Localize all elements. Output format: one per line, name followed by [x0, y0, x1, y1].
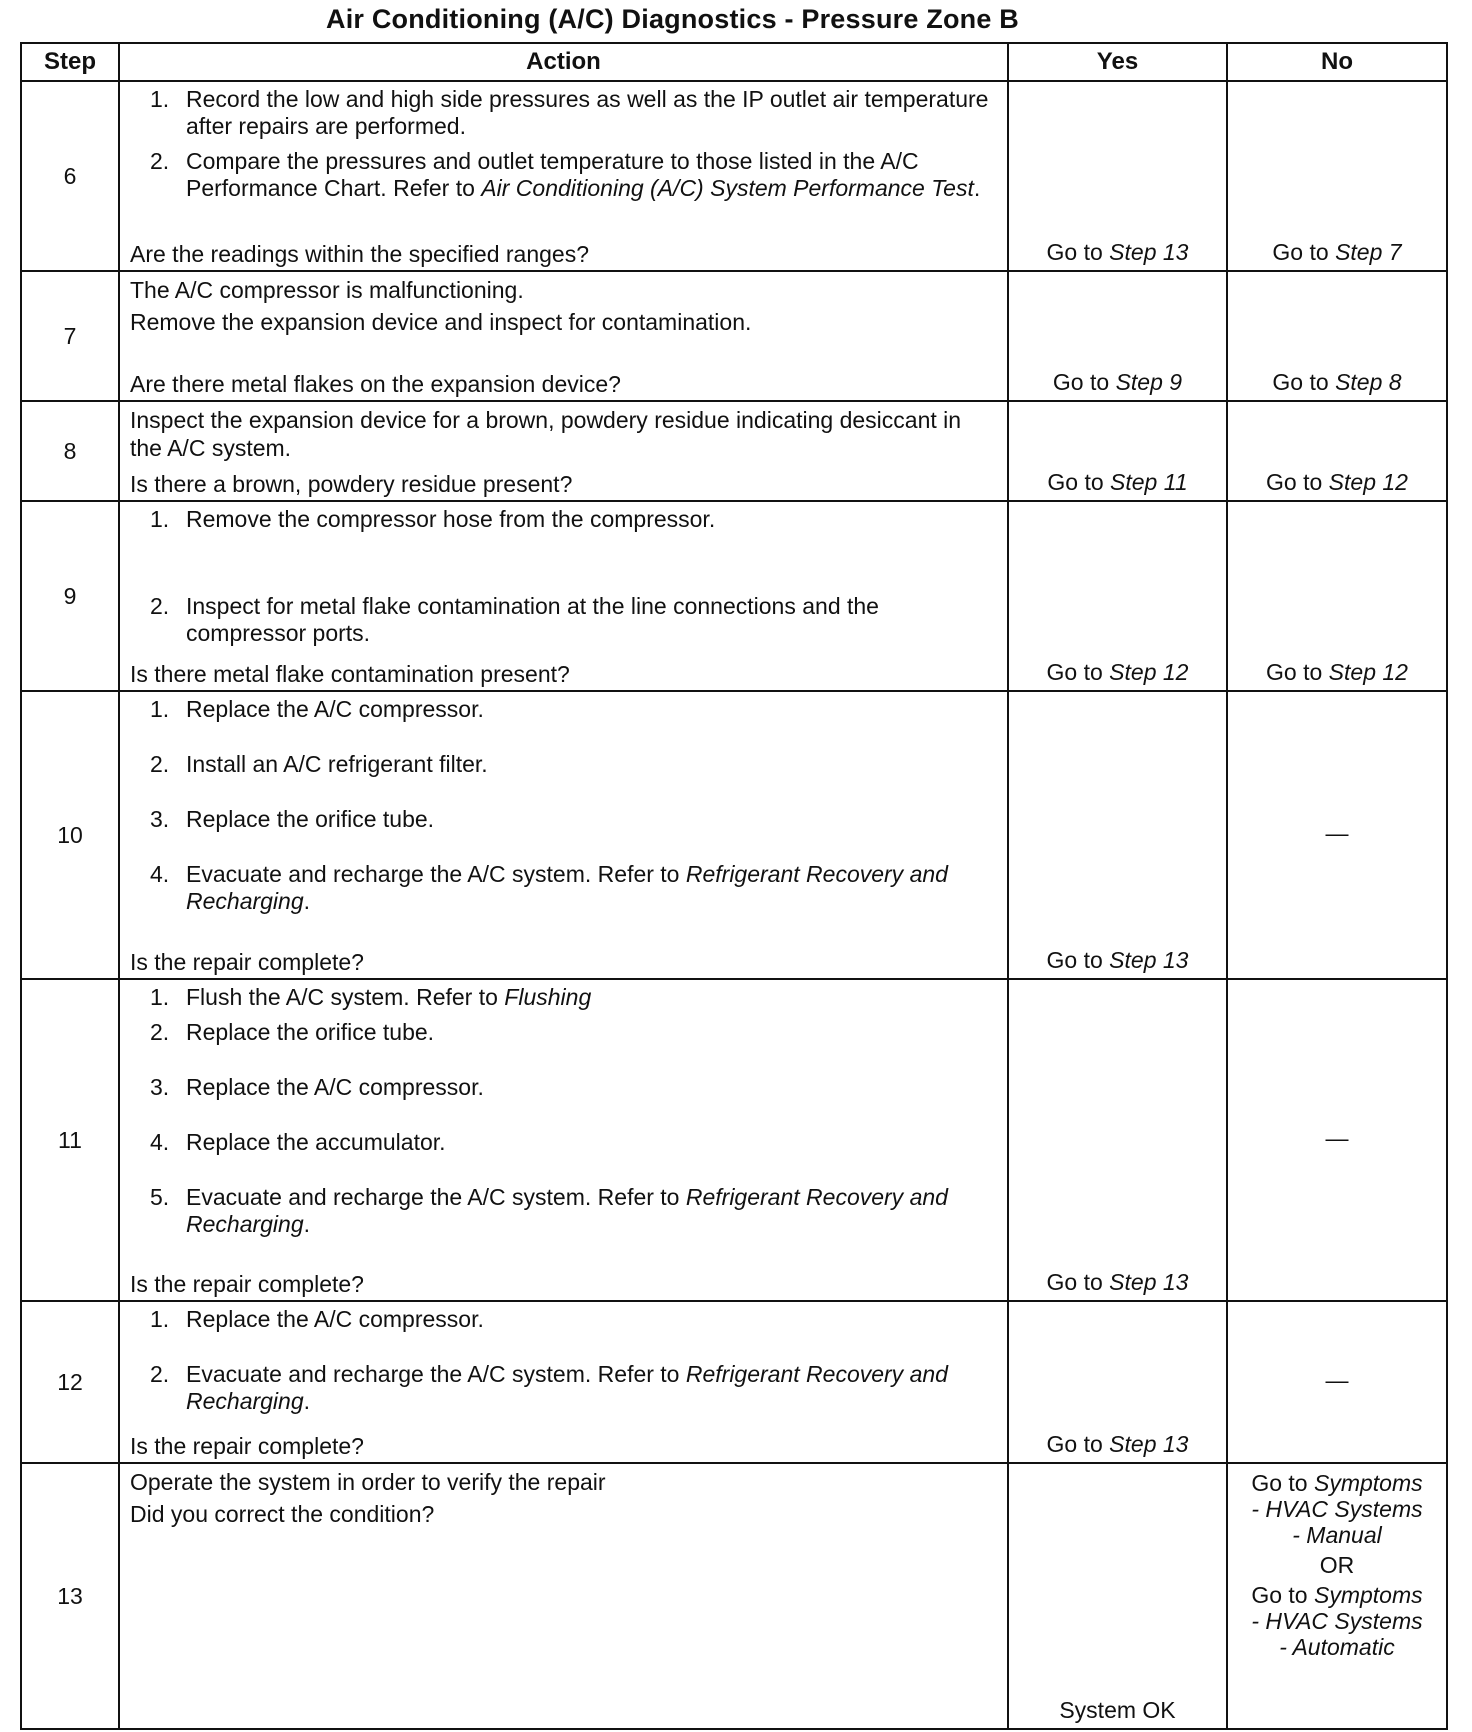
- yes-step-ref: Step 13: [1109, 1431, 1189, 1457]
- no-option-ref: - HVAC Systems: [1251, 1608, 1423, 1634]
- step-number: 7: [21, 271, 119, 401]
- step-text: [186, 148, 997, 202]
- step-text: [186, 506, 997, 533]
- step-text-main: Flush the A/C system. Refer to: [186, 984, 505, 1010]
- step-text-tail: .: [303, 1388, 311, 1414]
- action-content: [130, 696, 997, 976]
- step-text: [186, 1019, 997, 1046]
- no-step-ref: Step 12: [1328, 659, 1408, 685]
- reference-link: Refrigerant Recovery and Recharging: [186, 1184, 948, 1237]
- yes-step-ref: Step 13: [1109, 947, 1189, 973]
- table-row: [21, 401, 1447, 501]
- step-text-main: Evacuate and recharge the A/C system. Refer to: [186, 1361, 686, 1387]
- step-text-tail: .: [303, 1211, 311, 1237]
- numbered-step: [130, 806, 997, 833]
- numbered-step: [130, 1306, 997, 1333]
- step-text: [186, 984, 997, 1011]
- step-text: [186, 1306, 997, 1333]
- step-index: 3.: [150, 806, 170, 832]
- numbered-step: [130, 506, 997, 533]
- action-line: Inspect the expansion device for a brown, powdery residue indicating desiccant in the A/C system.: [130, 407, 962, 461]
- step-text: [186, 593, 997, 647]
- spacer: [130, 915, 997, 948]
- step-text-tail: .: [973, 175, 981, 201]
- action-content: [130, 506, 997, 688]
- step-text-main: Replace the A/C compressor.: [186, 1306, 484, 1332]
- no-cell: [1227, 271, 1447, 401]
- yes-prefix: Go to: [1046, 659, 1110, 685]
- no-step-ref: Step 12: [1328, 469, 1408, 495]
- yes-prefix: Go to: [1046, 1269, 1110, 1295]
- action-cell: [119, 501, 1008, 691]
- step-index: 4.: [150, 1129, 170, 1155]
- step-text-main: Record the low and high side pressures as well as the IP outlet air temperature after repairs are performed.: [186, 86, 989, 139]
- action-content: [130, 86, 997, 268]
- action-cell: [119, 81, 1008, 271]
- step-text: [186, 696, 997, 723]
- no-dash: —: [1325, 1124, 1349, 1151]
- action-cell: [119, 979, 1008, 1301]
- step-text-main: Inspect for metal flake contamination at the line connections and the compressor ports.: [186, 593, 879, 646]
- no-cell: [1227, 979, 1447, 1301]
- yes-prefix: Go to: [1052, 369, 1116, 395]
- step-number: 10: [21, 691, 119, 979]
- page-title: Air Conditioning (A/C) Diagnostics - Pressure Zone B: [326, 4, 1019, 34]
- table-row: [21, 271, 1447, 401]
- step-index: 5.: [150, 1184, 170, 1210]
- step-index: 2.: [150, 148, 170, 174]
- step-text-main: Replace the orifice tube.: [186, 806, 435, 832]
- no-option-prefix: Go to: [1251, 1470, 1314, 1496]
- no-cell: [1227, 81, 1447, 271]
- numbered-step: [130, 1184, 997, 1238]
- no-option-line: [1228, 1552, 1446, 1578]
- no-dash: —: [1325, 1366, 1349, 1393]
- step-text-main: Compare the pressures and outlet temperature to those listed in the A/C Performance Chart. Refer to: [186, 148, 919, 201]
- action-cell: [119, 691, 1008, 979]
- header-step: Step: [21, 43, 119, 81]
- step-text-tail: .: [303, 888, 311, 914]
- numbered-step: [130, 1361, 997, 1415]
- spacer: [130, 1528, 997, 1726]
- no-option-line: [1228, 1608, 1446, 1634]
- step-text-main: Replace the A/C compressor.: [186, 696, 484, 722]
- step-index: 2.: [150, 1361, 170, 1387]
- no-option-line: [1228, 1582, 1446, 1608]
- step-text: [186, 806, 997, 833]
- header-yes: Yes: [1008, 43, 1227, 81]
- no-prefix: Go to: [1272, 369, 1336, 395]
- step-text-main: Replace the accumulator.: [186, 1129, 446, 1155]
- no-option-line: [1228, 1496, 1446, 1522]
- step-text-main: Remove the compressor hose from the compressor.: [186, 506, 716, 532]
- step-index: 4.: [150, 861, 170, 887]
- reference-link: Refrigerant Recovery and Recharging: [186, 1361, 948, 1414]
- yes-prefix: Go to: [1047, 469, 1111, 495]
- yes-step-ref: Step 9: [1115, 369, 1183, 395]
- reference-link: Flushing: [504, 984, 592, 1010]
- action-line: Remove the expansion device and inspect for contamination.: [130, 309, 752, 335]
- no-cell: [1227, 401, 1447, 501]
- no-prefix: Go to: [1266, 659, 1329, 685]
- action-content: [130, 406, 997, 498]
- question: Is there metal flake contamination present?: [130, 661, 570, 687]
- yes-step-ref: Step 13: [1109, 239, 1189, 265]
- header-action: Action: [119, 43, 1008, 81]
- table-row: [21, 1301, 1447, 1463]
- table-row: [21, 1463, 1447, 1729]
- yes-cell: [1008, 401, 1227, 501]
- numbered-step: [130, 984, 997, 1011]
- no-prefix: Go to: [1266, 469, 1329, 495]
- no-cell: [1227, 691, 1447, 979]
- no-step-ref: Step 8: [1335, 369, 1402, 395]
- yes-cell: [1008, 81, 1227, 271]
- yes-cell: [1008, 1301, 1227, 1463]
- spacer: [130, 647, 997, 660]
- question: Are there metal flakes on the expansion device?: [130, 371, 621, 397]
- step-text-main: Replace the A/C compressor.: [186, 1074, 484, 1100]
- header-no: No: [1227, 43, 1447, 81]
- step-index: 2.: [150, 1019, 170, 1045]
- no-option-ref: - HVAC Systems: [1251, 1496, 1423, 1522]
- action-content: [130, 984, 997, 1298]
- step-index: 3.: [150, 1074, 170, 1100]
- table-row: [21, 501, 1447, 691]
- action-content: [130, 276, 997, 398]
- reference-link: Refrigerant Recovery and Recharging: [186, 861, 948, 914]
- no-prefix: Go to: [1272, 239, 1336, 265]
- no-step-ref: Step 7: [1335, 239, 1402, 265]
- question: Is the repair complete?: [130, 1271, 364, 1297]
- step-text-main: Evacuate and recharge the A/C system. Refer to: [186, 1184, 686, 1210]
- numbered-step: [130, 593, 997, 647]
- table-row: [21, 81, 1447, 271]
- action-cell: [119, 401, 1008, 501]
- step-number: 8: [21, 401, 119, 501]
- numbered-step: [130, 148, 997, 202]
- spacer: [130, 1238, 997, 1270]
- yes-cell: [1008, 979, 1227, 1301]
- numbered-step: [130, 1129, 997, 1156]
- numbered-step: [130, 1019, 997, 1046]
- step-text: [186, 1129, 997, 1156]
- step-number: 11: [21, 979, 119, 1301]
- table-row: [21, 979, 1447, 1301]
- step-index: 2.: [150, 751, 170, 777]
- action-content: [130, 1306, 997, 1460]
- numbered-step: [130, 861, 997, 915]
- step-text-main: Replace the orifice tube.: [186, 1019, 435, 1045]
- numbered-step: [130, 86, 997, 140]
- no-option-ref: Symptoms: [1314, 1582, 1423, 1608]
- question: Is the repair complete?: [130, 949, 364, 975]
- action-line: The A/C compressor is malfunctioning.: [130, 277, 524, 303]
- no-option-prefix: Go to: [1251, 1582, 1314, 1608]
- action-line: Operate the system in order to verify the repair: [130, 1469, 606, 1495]
- reference-link: Air Conditioning (A/C) System Performance Test: [481, 175, 974, 201]
- yes-prefix: Go to: [1046, 947, 1110, 973]
- spacer: [130, 462, 997, 470]
- numbered-step: [130, 751, 997, 778]
- header-row: [21, 43, 1447, 81]
- step-number: 13: [21, 1463, 119, 1729]
- no-cell: [1227, 1301, 1447, 1463]
- action-cell: [119, 271, 1008, 401]
- no-option-prefix: OR: [1319, 1552, 1355, 1578]
- spacer: [130, 202, 997, 240]
- spacer: [130, 1415, 997, 1432]
- action-line: Did you correct the condition?: [130, 1501, 435, 1527]
- step-text-main: Evacuate and recharge the A/C system. Refer to: [186, 861, 686, 887]
- no-option-ref: - Manual: [1292, 1522, 1382, 1548]
- question: Is there a brown, powdery residue present?: [130, 471, 573, 497]
- no-option-ref: Symptoms: [1314, 1470, 1423, 1496]
- step-text-main: Install an A/C refrigerant filter.: [186, 751, 488, 777]
- no-cell: [1227, 501, 1447, 691]
- yes-cell: [1008, 271, 1227, 401]
- step-index: 1.: [150, 1306, 170, 1332]
- step-text: [186, 861, 997, 915]
- step-index: 1.: [150, 984, 170, 1010]
- question: Are the readings within the specified ranges?: [130, 241, 590, 267]
- numbered-step: [130, 696, 997, 723]
- yes-prefix: System OK: [1059, 1697, 1176, 1723]
- no-option-line: [1228, 1634, 1446, 1660]
- action-cell: [119, 1301, 1008, 1463]
- step-index: 1.: [150, 696, 170, 722]
- step-number: 12: [21, 1301, 119, 1463]
- step-text: [186, 86, 997, 140]
- yes-step-ref: Step 12: [1109, 659, 1189, 685]
- action-cell: [119, 1463, 1008, 1729]
- step-text: [186, 1074, 997, 1101]
- step-index: 2.: [150, 593, 170, 619]
- no-option-ref: - Automatic: [1279, 1634, 1395, 1660]
- step-text: [186, 751, 997, 778]
- no-option-line: [1228, 1470, 1446, 1496]
- step-number: 9: [21, 501, 119, 691]
- no-option-line: [1228, 1522, 1446, 1548]
- no-cell: [1227, 1463, 1447, 1729]
- yes-step-ref: Step 13: [1109, 1269, 1189, 1295]
- yes-cell: [1008, 691, 1227, 979]
- yes-step-ref: Step 11: [1110, 469, 1188, 495]
- action-content: [130, 1468, 997, 1726]
- step-text: [186, 1184, 997, 1238]
- table-row: [21, 691, 1447, 979]
- yes-cell: [1008, 1463, 1227, 1729]
- numbered-step: [130, 1074, 997, 1101]
- yes-prefix: Go to: [1046, 1431, 1110, 1457]
- table-body: [21, 81, 1447, 1729]
- step-number: 6: [21, 81, 119, 271]
- question: Is the repair complete?: [130, 1433, 364, 1459]
- diagnostic-table: [20, 42, 1448, 1730]
- step-index: 1.: [150, 86, 170, 112]
- yes-cell: [1008, 501, 1227, 691]
- step-index: 1.: [150, 506, 170, 532]
- step-text: [186, 1361, 997, 1415]
- yes-prefix: Go to: [1046, 239, 1110, 265]
- spacer: [130, 336, 997, 370]
- no-dash: —: [1325, 819, 1349, 846]
